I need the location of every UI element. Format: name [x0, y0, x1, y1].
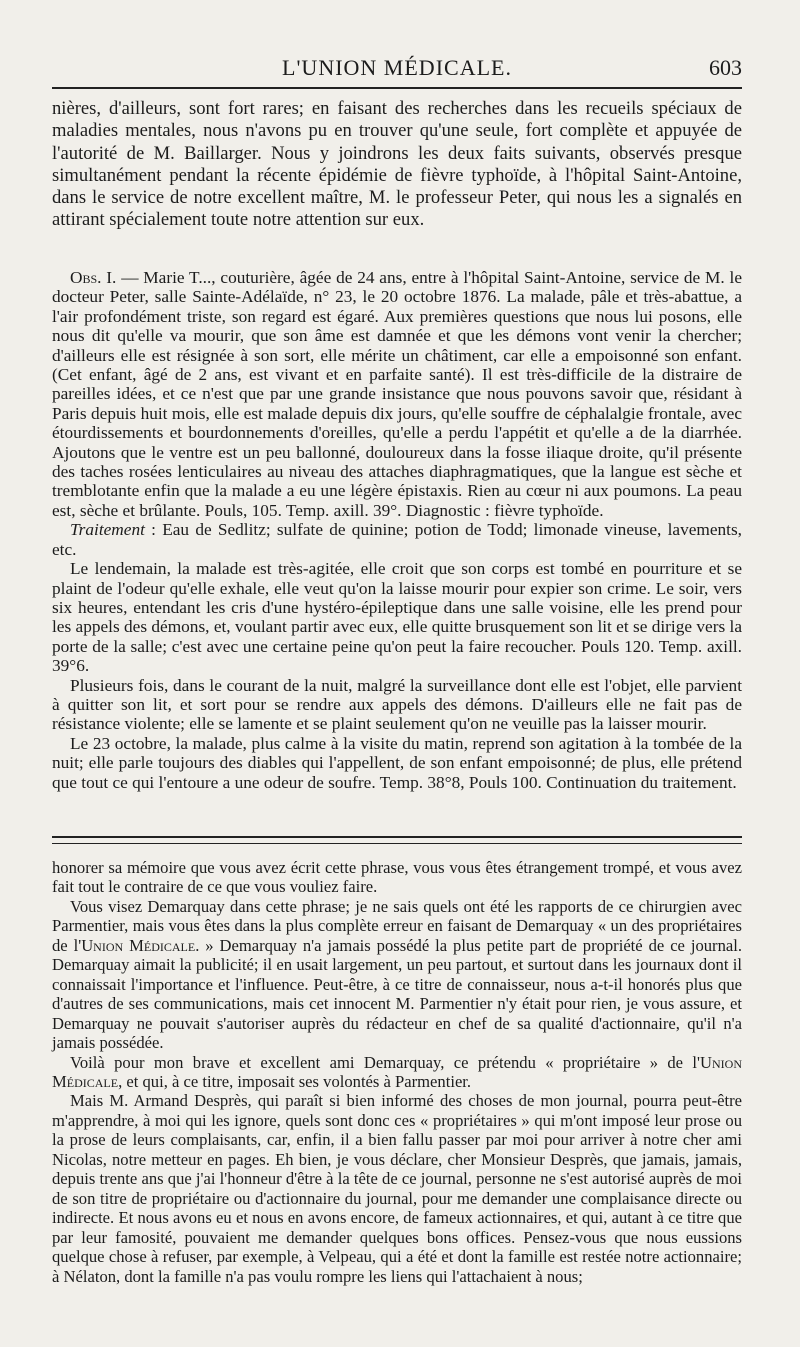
- journal-title: L'UNION MÉDICALE.: [282, 55, 512, 80]
- observation-label: Obs. I.: [70, 268, 117, 287]
- section-divider-thin: [52, 843, 742, 844]
- text-run: Voilà pour mon brave et excellent ami Demarquay, ce prétendu « propriétaire » de l': [70, 1052, 701, 1072]
- paragraph: Plusieurs fois, dans le courant de la nuit, malgré la surveillance dont elle est l'objet, elle parvient à quitter son lit, et sort pour se rendre aux appels des démons. D'ailleurs elle ne fait pas de résistance violente; elle se lamente et se plaint seulement qu'on ne veuille pas la laisser mourir.: [52, 675, 742, 734]
- feuilleton-section: [52, 858, 742, 1286]
- header-rule: [52, 87, 742, 89]
- text-run: , et qui, à ce titre, imposait ses volontés à Parmentier.: [118, 1071, 472, 1091]
- article-continuation: [52, 98, 742, 232]
- paragraph: nières, d'ailleurs, sont fort rares; en faisant des recherches dans les recueils spéciaux de maladies mentales, nous n'avons pu en trouver qu'une seule, fort complète et appuyée de l'autorité de M. Baillarger. Nous y joindrons les deux faits suivants, observés presque simultanément pendant la récente épidémie de fièvre typhoïde, à l'hôpital Saint-Antoine, dans le service de notre excellent maître, M. le professeur Peter, qui nous les a signalés en attirant spécialement toute notre attention sur eux.: [52, 98, 742, 231]
- page-number: 603: [709, 55, 742, 80]
- observation-text: — Marie T..., couturière, âgée de 24 ans, entre à l'hôpital Saint-Antoine, service de M. le docteur Peter, salle Sainte-Adélaïde, n° 23, le 20 octobre 1876. La malade, pâle et très-abattue, a l'air profondément triste, son regard est égaré. Aux premières questions que nous lui posons, elle nous dit qu'elle va mourir, que son âme est damnée et que les démons vont venir la chercher; d'ailleurs elle est résignée à son sort, elle mérite un châtiment, car elle a empoisonné son enfant. (Cet enfant, âgé de 2 ans, est vivant et en parfaite santé). Il est très-difficile de la distraire de pareilles idées, et ce n'est que par une grande insistance que nous pouvons savoir que, résidant à Paris depuis huit mois, elle est malade depuis dix jours, qu'elle souffre de céphalalgie frontale, avec étourdissements et bourdonnements d'oreilles, qu'elle a perdu l'appétit et qu'elle a de la diarrhée. Ajoutons que le ventre est un peu ballonné, douloureux dans la fosse iliaque droite, qu'il présente des taches rosées lenticulaires au niveau des attaches diaphragmatiques, que la langue est sèche et tremblotante enfin que la malade a eu une légère épistaxis. Rien au cœur ni aux poumons. La peau est, sèche et brûlante. Pouls, 105. Temp. axill. 39°. Diagnostic : fièvre typhoïde.: [52, 268, 742, 520]
- paragraph: [52, 1053, 742, 1092]
- treatment-label: Traitement: [70, 520, 145, 540]
- section-divider: [52, 836, 742, 838]
- paragraph: honorer sa mémoire que vous avez écrit cette phrase, vous vous êtes étrangement trompé, et vous avez fait tout le contraire de ce que vous vouliez faire.: [52, 858, 742, 897]
- journal-name: Union Médicale: [52, 1052, 742, 1091]
- treatment-text: : Eau de Sedlitz; sulfate de quinine; potion de Todd; limonade vineuse, lavements, etc.: [52, 520, 742, 559]
- paragraph: [52, 268, 742, 520]
- paragraph: Le lendemain, la malade est très-agitée, elle croit que son corps est tombé en pourriture et se plaint de l'odeur qu'elle exhale, elle veut qu'on la laisse mourir pour expier son crime. Le soir, vers six heures, entendant les cris d'une hystéro-épileptique dans une salle voisine, elle les prend pour les appels des démons, et, voulant partir avec eux, elle quitte brusquement son lit et se dirige vers la porte de la salle; c'est avec une certaine peine qu'on peut la faire recoucher. Pouls 120. Temp. axill. 39°6.: [52, 559, 742, 676]
- paragraph: Mais M. Armand Desprès, qui paraît si bien informé des choses de mon journal, pourra peut-être m'apprendre, à moi qui les ignore, quels sont donc ces « propriétaires » qui m'ont imposé leur prose ou la prose de leurs complaisants, car, enfin, il a bien fallu passer par moi pour arriver à notre cher ami Nicolas, notre metteur en pages. Eh bien, je vous déclare, cher Monsieur Desprès, que jamais, jamais, depuis trente ans que j'ai l'honneur d'être à la tête de ce journal, personne ne s'est autorisé auprès de moi de son titre de propriétaire ou d'actionnaire du journal, pour me demander une complaisance directe ou indirecte. Et nous avons eu et nous en avons encore, de fameux actionnaires, et qui, autant à ce titre que par leur famosité, pouvaient me demander quelques bons offices. Pensez-vous que nous eussions quelque chose à refuser, par exemple, à Velpeau, qui a été et dont la famille est restée notre actionnaire; à Nélaton, dont la famille n'a pas voulu rompre les liens qui l'attachaient à nous;: [52, 1091, 742, 1286]
- paragraph: Le 23 octobre, la malade, plus calme à la visite du matin, reprend son agitation à la tombée de la nuit; elle parle toujours des diables qui l'appellent, de son enfant empoisonné; de plus, elle prétend que tout ce qui l'entoure a une odeur de soufre. Temp. 38°8, Pouls 100. Continuation du traitement.: [52, 733, 742, 792]
- observation-section: [52, 268, 742, 792]
- paragraph: [52, 520, 742, 559]
- text-run: . » Demarquay n'a jamais possédé la plus petite part de propriété de ce journal. Demarquay aimait la publicité; il en usait largement, un peu partout, et surtout dans les journaux dont il connaissait l'importance et l'influence. Peut-être, à ce titre de connaisseur, nous a-t-il honorés plus que d'autres de ses communications, mais cet innocent M. Parmentier n'y était pour rien, je vous assure, et Demarquay ne pouvait s'autoriser auprès du rédacteur en chef de sa qualité d'actionnaire, qu'il n'a jamais possédée.: [52, 935, 743, 1053]
- paragraph: [52, 897, 742, 1053]
- running-header: [52, 55, 742, 85]
- journal-name: Union Médicale: [81, 935, 196, 955]
- text-run: Vous visez Demarquay dans cette phrase; je ne sais quels ont été les rapports de ce chirurgien avec Parmentier, mais vous êtes dans la plus complète erreur en faisant de Demarquay « un des propriétaires de l': [52, 896, 742, 955]
